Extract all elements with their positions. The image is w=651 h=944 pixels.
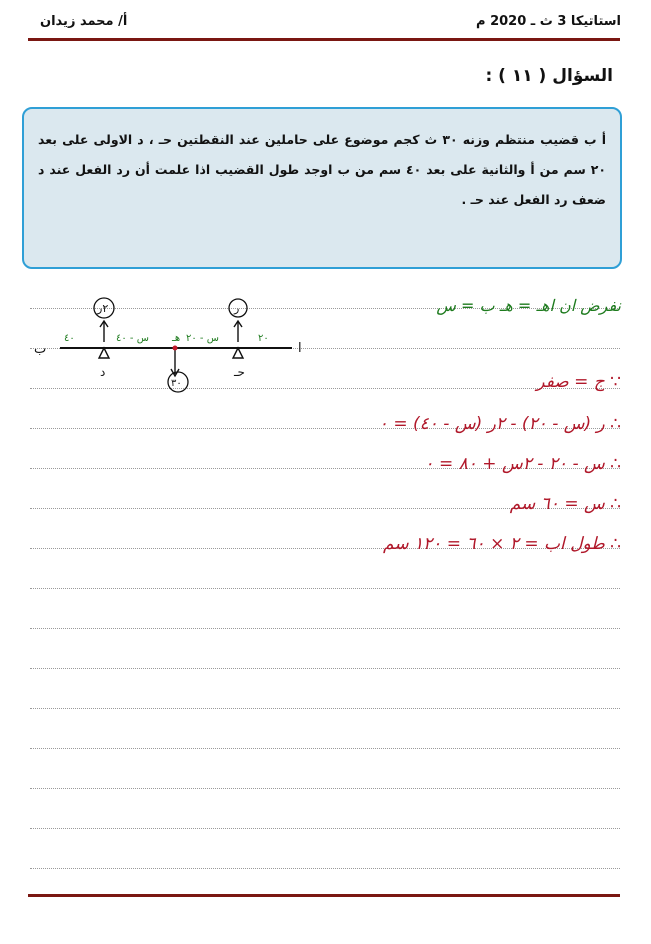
solution-line-5: ∴ س = ٦٠ سم xyxy=(509,494,621,514)
solution-line-3: ∴ ر (س - ٢٠) - ٢ر (س - ٤٠) = ٠ xyxy=(378,414,621,434)
top-divider xyxy=(28,38,620,41)
label-d: د xyxy=(100,365,106,379)
solution-line-4: ∴ س - ٢٠ - ٢س + ٨٠ = ٠ xyxy=(424,454,621,474)
bottom-divider xyxy=(28,894,620,897)
label-h: هـ xyxy=(172,333,181,344)
rod-diagram xyxy=(20,290,310,400)
label-b: ب xyxy=(34,342,47,357)
label-c: حـ xyxy=(234,365,245,379)
question-title: السؤال ( ١١ ) : xyxy=(485,66,613,86)
reaction-d-label: ٢ر xyxy=(97,302,109,315)
support-d xyxy=(99,348,109,358)
course-header: استاتيكا 3 ث ـ 2020 م xyxy=(476,14,621,29)
support-c xyxy=(233,348,243,358)
midpoint-h xyxy=(173,346,178,351)
solution-line-6: ∴ طول اب = ٢ × ٦٠ = ١٢٠ سم xyxy=(383,534,621,554)
solution-line-2: ∵ ج = صفر xyxy=(536,372,621,392)
solution-line-1: نفرض ان اهـ = هـ ب = س xyxy=(436,296,621,315)
label-a: ا xyxy=(298,341,302,356)
question-box xyxy=(22,107,622,269)
seg-ac: ٢٠ xyxy=(258,333,269,344)
question-text: أ ب قضيب منتظم وزنه ٣٠ ث كجم موضوع على حاملين عند النقطتين حـ ، د الاولى على بعد ٢٠ سم من أ والثانية على بعد ٤٠ سم من ب اوجد طول القضيب اذا علمت أن رد الفعل عند د ضعف رد الفعل عند حـ . xyxy=(38,132,606,207)
seg-hd: س - ٤٠ xyxy=(116,333,149,344)
reaction-c-label: ر xyxy=(234,302,240,315)
seg-ch: س - ٢٠ xyxy=(186,333,219,344)
seg-db: ٤٠ xyxy=(64,333,75,344)
weight-label: ٣٠ xyxy=(171,378,182,389)
teacher-name: أ/ محمد زيدان xyxy=(40,14,128,29)
